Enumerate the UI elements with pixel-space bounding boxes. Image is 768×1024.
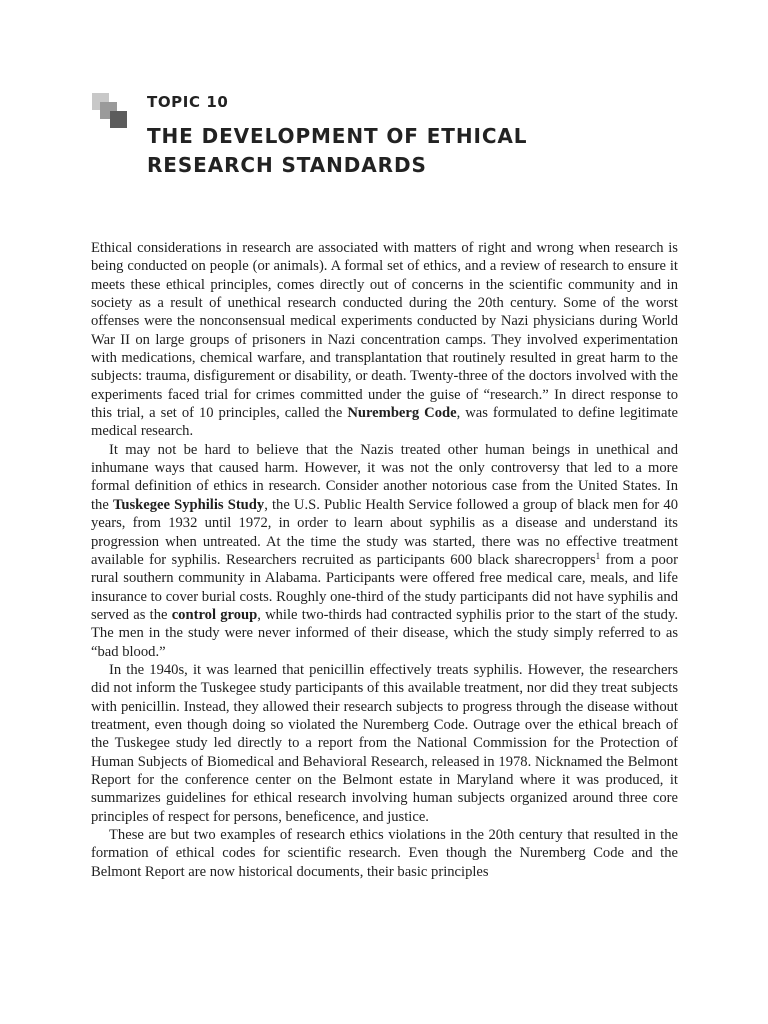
- key-term-control-group: control group: [171, 606, 258, 623]
- topic-square-dark: [110, 111, 127, 128]
- paragraph-1: Ethical considerations in research are associated with matters of right and wrong when research is being conducted on people (or animals). A formal set of ethics, and a review of research to ensure it meets these ethical principles, comes directly out of concerns in the scientific community and in society as a result of unethical research conducted during the 20th century. Some of the worst offenses were the nonconsensual medical experiments conducted by Nazi physicians during World War II on large groups of prisoners in Nazi concentration camps. They involved experimentation with medications, chemical warfare, and transplantation that routinely resulted in great harm to the subjects: trauma, disfigurement or disability, or death. Twenty-three of the doctors involved with the experiments faced trial for crimes committed under the guise of “research.” In direct response to this trial, a set of 10 principles, called the Nuremberg Code, was formulated to define legitimate medical research.: [91, 240, 679, 440]
- paragraph-3: In the 1940s, it was learned that penicillin effectively treats syphilis. However, the researchers did not inform the Tuskegee study participants of this available treatment, nor did they treat subjects with penicillin. Instead, they allowed their research subjects to progress through the disease without treatment, even though doing so violated the Nuremberg Code. Outrage over the ethical breach of the Tuskegee study led directly to a report from the National Commission for the Protection of Human Subjects of Biomedical and Behavioral Research, released in 1978. Nicknamed the Belmont Report for the conference center on the Belmont estate in Maryland where it was produced, it summarizes guidelines for ethical research involving human subjects organized around three core principles of respect for persons, beneficence, and justice.: [91, 661, 678, 825]
- chapter-title: [147, 122, 707, 180]
- body-text: [91, 239, 678, 881]
- key-term-tuskegee-syphilis-study: Tuskegee Syphilis Study: [112, 496, 265, 513]
- topic-squares-icon: [92, 93, 128, 129]
- key-term-nuremberg-code: Nuremberg Code: [347, 405, 457, 422]
- chapter-title-line-2: RESEARCH STANDARDS: [147, 153, 427, 177]
- chapter-title-line-1: THE DEVELOPMENT OF ETHICAL: [147, 124, 528, 148]
- paragraph-2: It may not be hard to believe that the Nazis treated other human beings in unethical and inhumane ways that caused harm. However, it was not the only controversy that led to a more formal definition of ethics in research. Consider another notorious case from the United States. In the Tuskegee Syphilis Study, the U.S. Public Health Service followed a group of black men for 40 years, from 1932 until 1972, in order to learn about syphilis as a disease and understand its progression when untreated. At the time the study was started, there was no effective treatment available for syphilis. Researchers recruited as participants 600 black sharecroppers$^1$ from a poor rural southern community in Alabama. Participants were offered free medical care, meals, and life insurance to cover burial costs. Roughly one-third of the study participants did not have syphilis and served as the control group, while two-thirds had contracted syphilis prior to the start of the study. The men in the study were never informed of their disease, which the study simply referred to as “bad blood.”: [91, 441, 678, 660]
- paragraph-4: These are but two examples of research ethics violations in the 20th century that resulted in the formation of ethical codes for scientific research. Even though the Nuremberg Code and the Belmont Report are now historical documents, their basic principles: [91, 827, 678, 880]
- footnote-marker: 1: [595, 550, 601, 561]
- topic-number: TOPIC 10: [147, 93, 229, 111]
